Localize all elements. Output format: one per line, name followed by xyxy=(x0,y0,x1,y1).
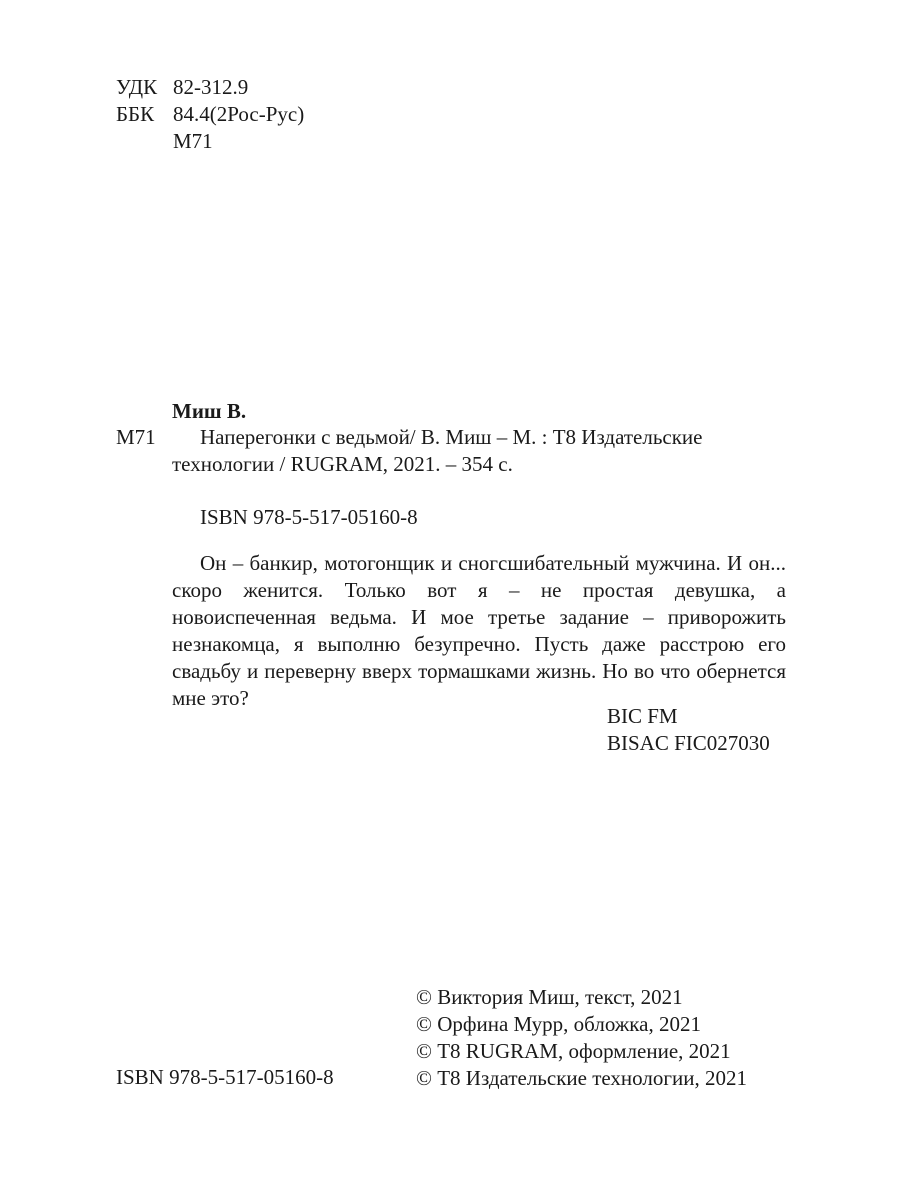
copyright-text: © Виктория Миш, текст, 2021 xyxy=(416,985,683,1009)
bbk-label: ББК xyxy=(116,102,155,126)
annotation xyxy=(172,550,786,712)
bibliographic-description xyxy=(172,424,786,478)
udk-label: УДК xyxy=(116,75,158,99)
author-mark: М71 xyxy=(116,425,156,449)
udk-value: 82-312.9 xyxy=(173,75,249,99)
isbn-main: ISBN 978-5-517-05160-8 xyxy=(200,505,418,529)
description-line-2: технологии / RUGRAM, 2021. – 354 с. xyxy=(172,452,513,476)
author-name: Миш В. xyxy=(172,399,247,423)
description-line-1: Наперегонки с ведьмой/ В. Миш – М. : Т8 Издательские xyxy=(200,425,703,449)
annotation-text: Он – банкир, мотогонщик и сногсшибательный мужчина. И он... скоро женится. Только вот я – не простая девушка, а новоиспеченная ведьма. И мое третье задание – приворожить незнакомца, я выполню безупречно. Пусть даже расстрою его свадьбу и переверну вверх тормашками жизнь. Но во что обернется мне это? xyxy=(172,551,786,710)
copyright-cover: © Орфина Мурр, обложка, 2021 xyxy=(416,1012,702,1036)
subject-codes xyxy=(607,703,770,757)
bbk-value: 84.4(2Рос-Рус) xyxy=(173,102,305,126)
isbn-footer: ISBN 978-5-517-05160-8 xyxy=(116,1065,334,1089)
classification-block xyxy=(116,74,304,155)
copyright-design: © Т8 RUGRAM, оформление, 2021 xyxy=(416,1039,731,1063)
udk-row xyxy=(116,74,304,101)
copyright-publisher: © Т8 Издательские технологии, 2021 xyxy=(416,1066,747,1090)
bbk-row xyxy=(116,101,304,128)
bic-code: BIC FM xyxy=(607,704,678,728)
copyright-block xyxy=(416,984,747,1092)
bisac-code: BISAC FIC027030 xyxy=(607,731,770,755)
author-mark-top: М71 xyxy=(173,129,213,153)
